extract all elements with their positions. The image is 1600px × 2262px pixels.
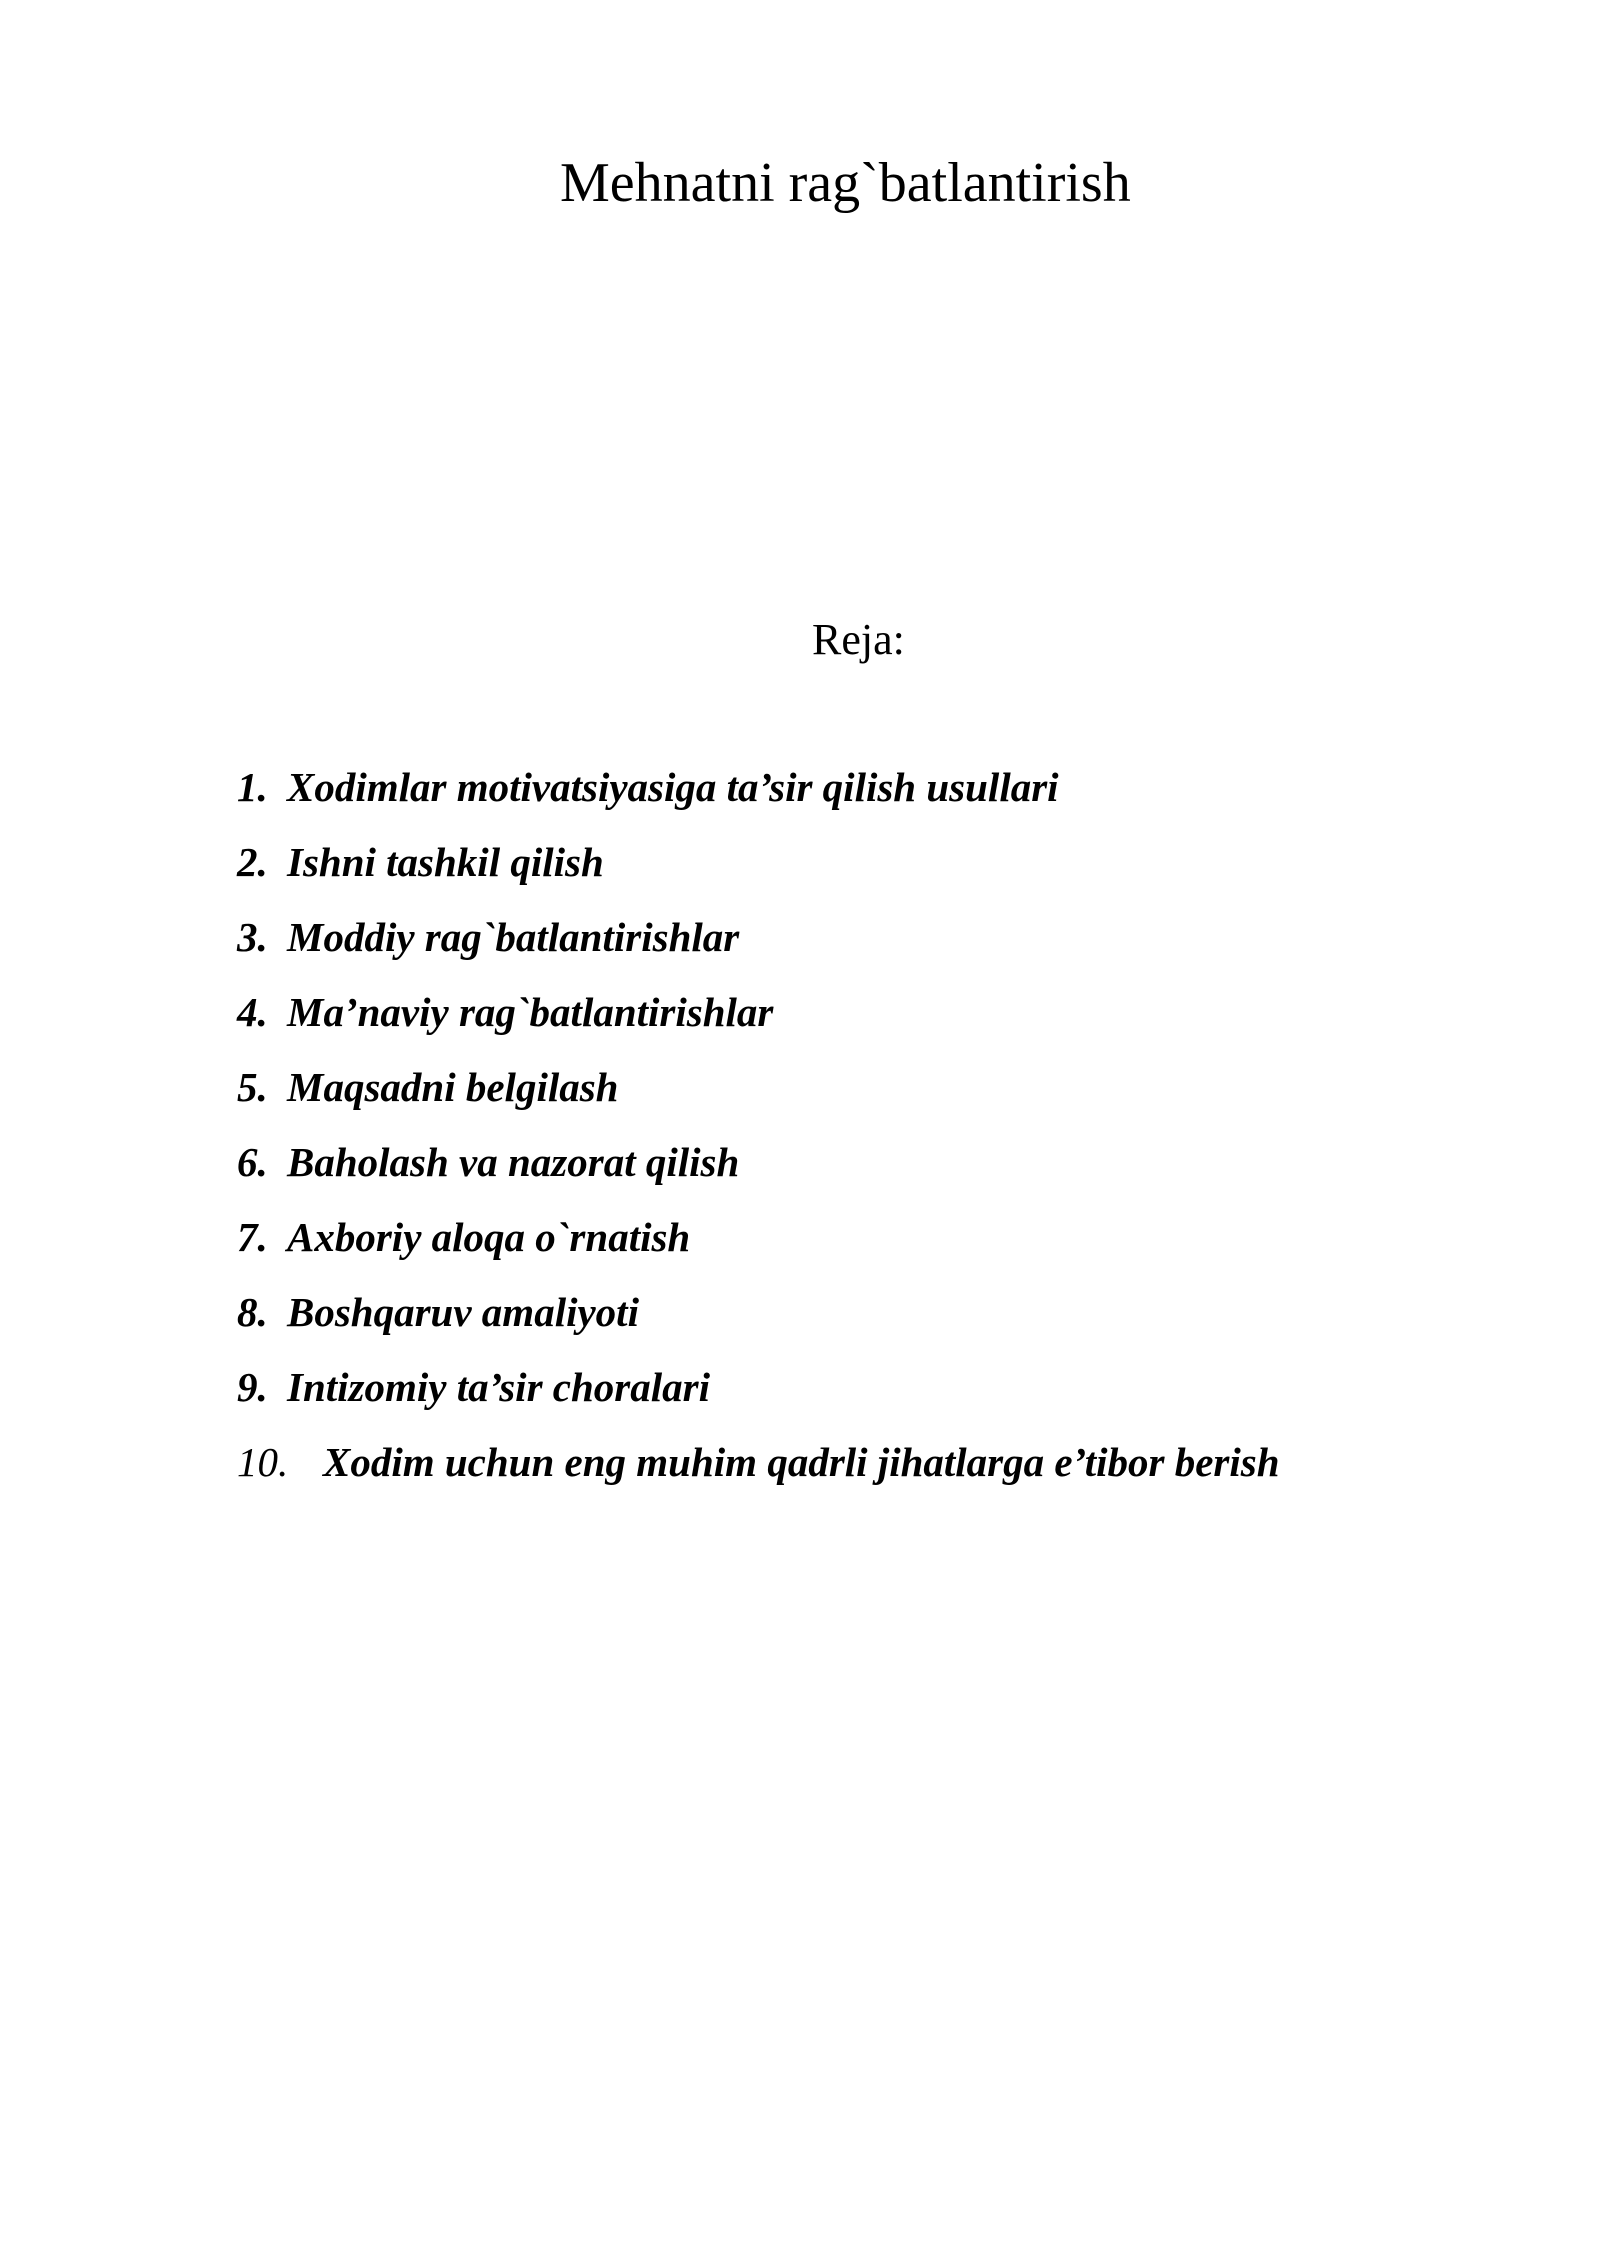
plan-item-number: 5. <box>237 1064 268 1110</box>
plan-item <box>237 988 1280 1063</box>
plan-item-text: Ma’naviy rag`batlantirishlar <box>287 989 774 1035</box>
plan-item-text: Maqsadni belgilash <box>287 1064 619 1110</box>
plan-list <box>237 763 1280 1513</box>
plan-item-text: Baholash va nazorat qilish <box>287 1139 740 1185</box>
plan-item-number: 7. <box>237 1214 268 1260</box>
plan-item-number: 8. <box>237 1289 268 1335</box>
plan-item-number: 3. <box>237 914 268 960</box>
plan-item <box>237 1138 1280 1213</box>
plan-item-text: Xodim uchun eng muhim qadrli jihatlarga e’tibor berish <box>323 1439 1280 1485</box>
plan-item <box>237 763 1280 838</box>
plan-item <box>237 1288 1280 1363</box>
plan-item <box>237 838 1280 913</box>
plan-item-text: Ishni tashkil qilish <box>287 839 604 885</box>
plan-heading: Reja: <box>812 615 905 664</box>
plan-item-text: Boshqaruv amaliyoti <box>287 1289 639 1335</box>
plan-item-number: 10. <box>237 1439 289 1485</box>
plan-item-number: 1. <box>237 764 268 810</box>
plan-item-number: 9. <box>237 1364 268 1410</box>
plan-item <box>237 913 1280 988</box>
plan-item-number: 2. <box>237 839 268 885</box>
document-title: Mehnatni rag`batlantirish <box>560 152 1131 214</box>
plan-item <box>237 1363 1280 1438</box>
plan-item-text: Moddiy rag`batlantirishlar <box>287 914 740 960</box>
plan-item-text: Xodimlar motivatsiyasiga ta’sir qilish usullari <box>287 764 1059 810</box>
plan-item-text: Axboriy aloqa o`rnatish <box>287 1214 691 1260</box>
plan-item-number: 4. <box>237 989 268 1035</box>
plan-item <box>237 1213 1280 1288</box>
plan-item <box>237 1063 1280 1138</box>
plan-item <box>237 1438 1280 1513</box>
plan-item-number: 6. <box>237 1139 268 1185</box>
plan-item-text: Intizomiy ta’sir choralari <box>287 1364 710 1410</box>
